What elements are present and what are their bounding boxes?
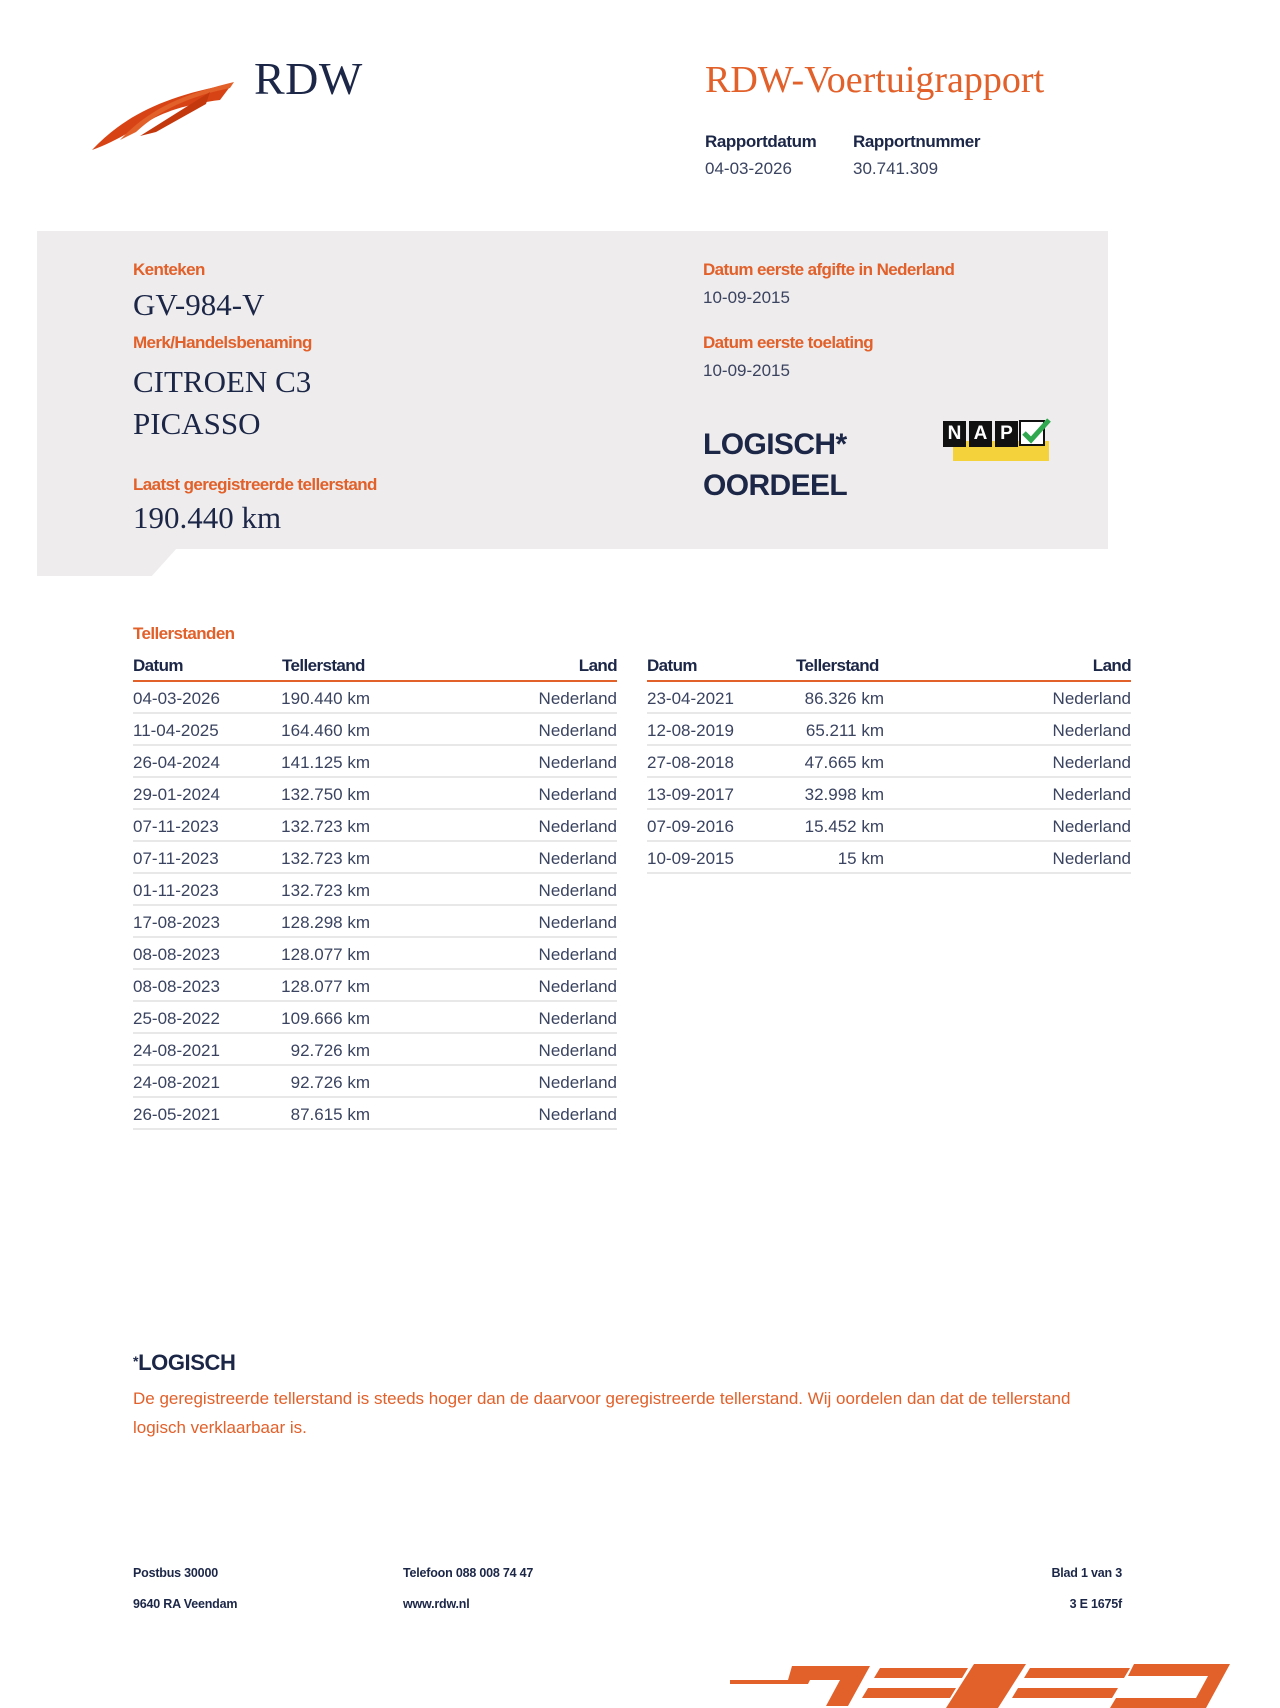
footer-address1: Postbus 30000 <box>133 1566 218 1580</box>
report-date: 04-03-2026 <box>705 159 792 178</box>
table-row <box>133 1098 617 1130</box>
cell-date: 24-08-2021 <box>133 1073 220 1092</box>
cell-country: Nederland <box>538 689 617 708</box>
verdict-line1: LOGISCH* <box>703 428 847 461</box>
col-date: Datum <box>133 656 183 675</box>
footer-web[interactable]: www.rdw.nl <box>403 1597 470 1611</box>
cell-date: 10-09-2015 <box>647 849 734 868</box>
cell-date: 25-08-2022 <box>133 1009 220 1028</box>
cell-reading: 15.452 km <box>804 817 884 836</box>
cell-country: Nederland <box>538 849 617 868</box>
make-label: Merk/Handelsbenaming <box>133 333 312 352</box>
readings-table-left <box>133 650 617 1130</box>
cell-country: Nederland <box>538 881 617 900</box>
table-row <box>133 1002 617 1034</box>
table-row <box>133 1066 617 1098</box>
cell-reading: 86.326 km <box>804 689 884 708</box>
plate-label: Kenteken <box>133 260 205 279</box>
cell-reading: 132.750 km <box>281 785 370 804</box>
table-row <box>133 778 617 810</box>
cell-country: Nederland <box>538 1009 617 1028</box>
cell-date: 07-11-2023 <box>133 817 219 836</box>
rdw-stripes-icon <box>730 1658 1250 1708</box>
footer-code: 3 E 1675f <box>1069 1597 1122 1611</box>
cell-country: Nederland <box>538 977 617 996</box>
cell-country: Nederland <box>538 753 617 772</box>
cell-reading: 92.726 km <box>290 1041 370 1060</box>
table-row <box>647 810 1131 842</box>
check-icon <box>1019 417 1051 449</box>
make-value-line2: PICASSO <box>133 406 261 441</box>
cell-date: 04-03-2026 <box>133 689 220 708</box>
odometer-value: 190.440 km <box>133 500 282 535</box>
table-row <box>647 842 1131 874</box>
col-country: Land <box>1092 656 1131 675</box>
col-reading: Tellerstand <box>282 656 365 675</box>
table-row <box>133 746 617 778</box>
cell-country: Nederland <box>538 1105 617 1124</box>
report-number: 30.741.309 <box>853 159 939 178</box>
cell-country: Nederland <box>538 721 617 740</box>
nap-letter: P <box>995 421 1018 447</box>
table-row <box>133 970 617 1002</box>
cell-reading: 15 km <box>837 849 884 868</box>
readings-table-right <box>647 650 1131 874</box>
plate-value: GV-984-V <box>133 287 265 322</box>
cell-date: 08-08-2023 <box>133 977 220 996</box>
make-value-line1: CITROEN C3 <box>133 364 312 399</box>
cell-date: 24-08-2021 <box>133 1041 220 1060</box>
footnote-title: *LOGISCH <box>133 1350 236 1375</box>
table-row <box>133 874 617 906</box>
cell-reading: 132.723 km <box>281 817 370 836</box>
cell-reading: 65.211 km <box>805 721 884 740</box>
panel-tab <box>37 548 177 576</box>
report-date-label: Rapportdatum <box>705 132 817 151</box>
cell-date: 11-04-2025 <box>133 721 219 740</box>
cell-date: 13-09-2017 <box>647 785 734 804</box>
table-row <box>647 714 1131 746</box>
cell-reading: 190.440 km <box>281 689 370 708</box>
first-admission-label: Datum eerste toelating <box>703 333 874 352</box>
table-row <box>133 714 617 746</box>
cell-date: 12-08-2019 <box>647 721 734 740</box>
first-admission-value: 10-09-2015 <box>703 361 790 380</box>
cell-country: Nederland <box>538 1041 617 1060</box>
cell-country: Nederland <box>1052 849 1131 868</box>
cell-reading: 109.666 km <box>281 1009 370 1028</box>
cell-date: 01-11-2023 <box>133 881 219 900</box>
report-title: RDW-Voertuigrapport <box>705 59 1045 101</box>
rdw-wing-icon <box>92 78 237 154</box>
nap-letter: A <box>969 421 992 447</box>
cell-date: 27-08-2018 <box>647 753 734 772</box>
footer-page: Blad 1 van 3 <box>1051 1566 1122 1580</box>
table-row <box>133 1034 617 1066</box>
table-row <box>647 746 1131 778</box>
cell-country: Nederland <box>1052 689 1131 708</box>
footer-phone: Telefoon 088 008 74 47 <box>403 1566 534 1580</box>
first-issue-nl-value: 10-09-2015 <box>703 288 790 307</box>
cell-date: 26-04-2024 <box>133 753 220 772</box>
table-row <box>133 682 617 714</box>
cell-country: Nederland <box>1052 817 1131 836</box>
cell-date: 26-05-2021 <box>133 1105 220 1124</box>
nap-letter: N <box>943 421 966 447</box>
verdict-line2: OORDEEL <box>703 469 848 502</box>
cell-country: Nederland <box>1052 753 1131 772</box>
cell-reading: 32.998 km <box>804 785 884 804</box>
cell-country: Nederland <box>1052 721 1131 740</box>
table-header <box>133 650 617 682</box>
cell-country: Nederland <box>538 785 617 804</box>
table-header <box>647 650 1131 682</box>
table-row <box>133 906 617 938</box>
col-date: Datum <box>647 656 697 675</box>
footnote-text: De geregistreerde tellerstand is steeds hoger dan de daarvoor geregistreerde tellerstand. Wij oordelen dan dat de tellerstand logisch verklaarbaar is. <box>133 1389 1071 1437</box>
cell-reading: 128.077 km <box>281 945 370 964</box>
footer-address2: 9640 RA Veendam <box>133 1597 238 1611</box>
cell-reading: 132.723 km <box>281 881 370 900</box>
readings-heading: Tellerstanden <box>133 624 235 643</box>
cell-date: 29-01-2024 <box>133 785 220 804</box>
cell-date: 17-08-2023 <box>133 913 220 932</box>
table-row <box>133 842 617 874</box>
cell-date: 23-04-2021 <box>647 689 734 708</box>
cell-country: Nederland <box>538 817 617 836</box>
cell-reading: 128.298 km <box>281 913 370 932</box>
cell-reading: 164.460 km <box>281 721 370 740</box>
report-number-label: Rapportnummer <box>853 132 981 151</box>
table-row <box>647 778 1131 810</box>
cell-country: Nederland <box>538 1073 617 1092</box>
odometer-label: Laatst geregistreerde tellerstand <box>133 475 377 494</box>
cell-reading: 132.723 km <box>281 849 370 868</box>
cell-reading: 141.125 km <box>281 753 370 772</box>
cell-country: Nederland <box>538 913 617 932</box>
cell-country: Nederland <box>538 945 617 964</box>
cell-country: Nederland <box>1052 785 1131 804</box>
cell-reading: 92.726 km <box>290 1073 370 1092</box>
table-row <box>647 682 1131 714</box>
col-country: Land <box>578 656 617 675</box>
table-row <box>133 938 617 970</box>
cell-date: 07-09-2016 <box>647 817 734 836</box>
cell-reading: 128.077 km <box>281 977 370 996</box>
cell-date: 08-08-2023 <box>133 945 220 964</box>
table-row <box>133 810 617 842</box>
cell-date: 07-11-2023 <box>133 849 219 868</box>
brand-name: RDW <box>254 53 363 104</box>
cell-reading: 47.665 km <box>804 753 884 772</box>
first-issue-nl-label: Datum eerste afgifte in Nederland <box>703 260 955 279</box>
cell-reading: 87.615 km <box>290 1105 370 1124</box>
col-reading: Tellerstand <box>796 656 879 675</box>
nap-logo <box>943 421 1051 463</box>
